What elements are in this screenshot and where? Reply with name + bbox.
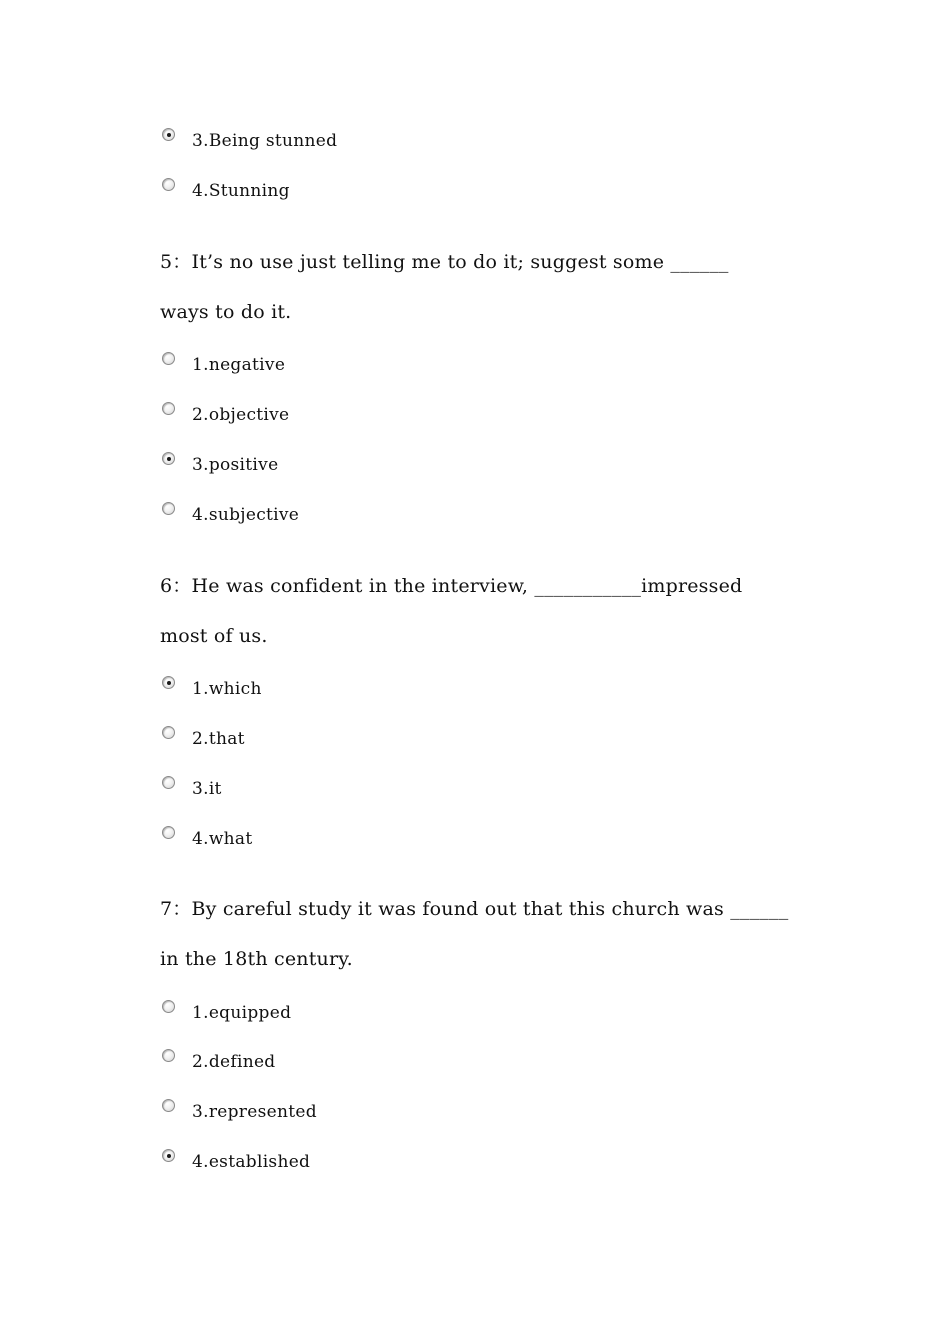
q6-option-1[interactable] xyxy=(160,676,560,706)
q5-text-line-2: ways to do it. xyxy=(160,301,292,323)
option-label: 4.subjective xyxy=(192,505,300,525)
q7-option-3[interactable] xyxy=(160,1099,560,1129)
option-label: 3.positive xyxy=(192,455,279,475)
q6-option-2[interactable] xyxy=(160,726,560,756)
radio-button-icon[interactable] xyxy=(162,352,175,365)
radio-button-icon[interactable] xyxy=(162,826,175,839)
q6-text-line-1: 6：He was confident in the interview, ___________impressed xyxy=(160,575,743,597)
option-label: 2.that xyxy=(192,729,245,749)
q7-text-line-1: 7：By careful study it was found out that this church was ______ xyxy=(160,898,789,920)
option-label: 4.Stunning xyxy=(192,181,290,201)
option-label: 1.negative xyxy=(192,355,286,375)
option-label: 3.represented xyxy=(192,1102,317,1122)
option-label: 3.it xyxy=(192,779,222,799)
option-label: 4.established xyxy=(192,1152,311,1172)
q4-option-4[interactable] xyxy=(160,178,560,208)
radio-button-selected-icon[interactable] xyxy=(162,128,175,141)
q6-option-3[interactable] xyxy=(160,776,560,806)
q7-option-4[interactable] xyxy=(160,1149,560,1179)
option-label: 1.equipped xyxy=(192,1003,292,1023)
q5-option-1[interactable] xyxy=(160,352,560,382)
radio-button-selected-icon[interactable] xyxy=(162,676,175,689)
radio-button-selected-icon[interactable] xyxy=(162,1149,175,1162)
q6-text-line-2: most of us. xyxy=(160,625,268,647)
option-label: 4.what xyxy=(192,829,253,849)
option-label: 2.objective xyxy=(192,405,290,425)
q5-option-2[interactable] xyxy=(160,402,560,432)
radio-button-icon[interactable] xyxy=(162,1000,175,1013)
radio-button-icon[interactable] xyxy=(162,178,175,191)
radio-button-icon[interactable] xyxy=(162,776,175,789)
option-label: 3.Being stunned xyxy=(192,131,338,151)
radio-button-icon[interactable] xyxy=(162,726,175,739)
q5-option-4[interactable] xyxy=(160,502,560,532)
q7-option-2[interactable] xyxy=(160,1049,560,1079)
q7-option-1[interactable] xyxy=(160,1000,560,1030)
option-label: 1.which xyxy=(192,679,262,699)
q7-text-line-2: in the 18th century. xyxy=(160,948,353,970)
q6-option-4[interactable] xyxy=(160,826,560,856)
option-label: 2.defined xyxy=(192,1052,276,1072)
radio-button-icon[interactable] xyxy=(162,402,175,415)
q5-option-3[interactable] xyxy=(160,452,560,482)
radio-button-icon[interactable] xyxy=(162,1099,175,1112)
radio-button-icon[interactable] xyxy=(162,1049,175,1062)
radio-button-selected-icon[interactable] xyxy=(162,452,175,465)
q5-text-line-1: 5：It’s no use just telling me to do it; suggest some ______ xyxy=(160,251,729,273)
q4-option-3[interactable] xyxy=(160,128,560,158)
radio-button-icon[interactable] xyxy=(162,502,175,515)
